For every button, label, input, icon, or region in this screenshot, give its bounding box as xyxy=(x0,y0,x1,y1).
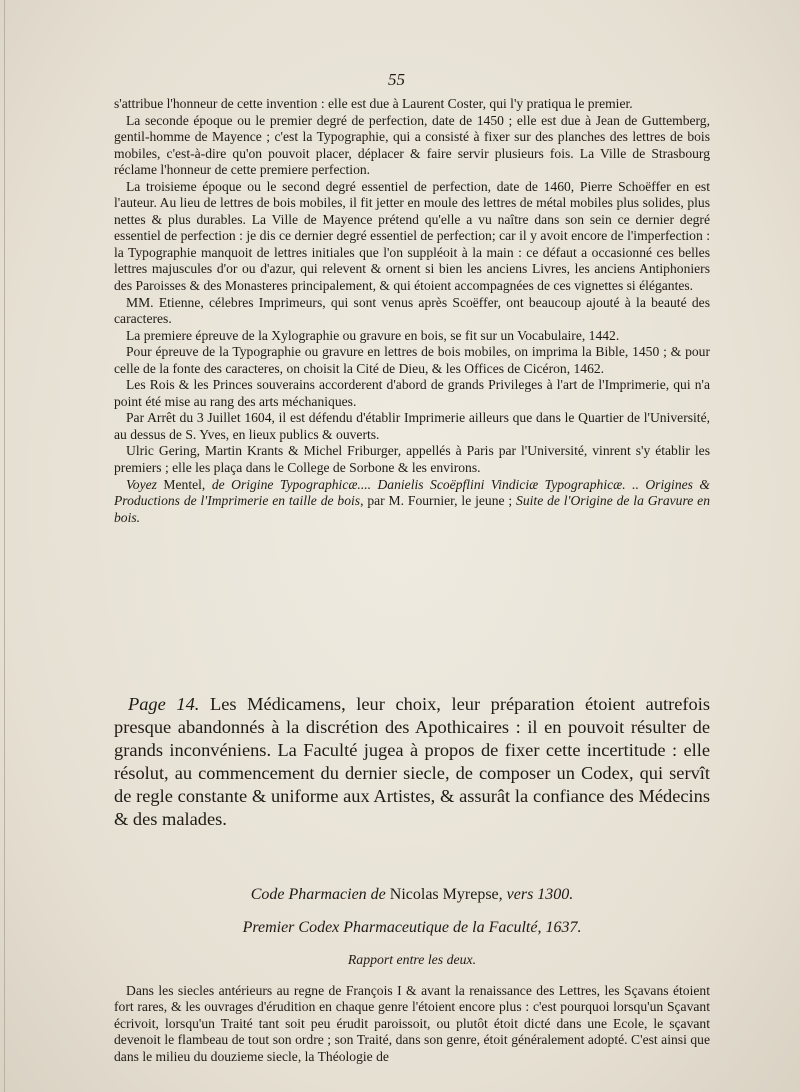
text-run: Pour épreuve de la Typographie ou gravure en lettres de bois mobiles, on imprima la Bible, 1450 ; & pour celle de la fonte des caracteres, on choisit la Cité de Dieu, & les Offices de Cicéron, 1462. xyxy=(114,344,710,376)
paragraph-p4 xyxy=(114,328,710,345)
heading-rapport xyxy=(114,952,710,968)
page-edge xyxy=(4,0,5,1092)
paragraph-p5 xyxy=(114,344,710,377)
text-run: de Origine Typographicæ.... Danielis Scoëpflini Vindiciæ Typographicæ. .. Origines & Productions de l'Imprimerie en taille de bois xyxy=(114,476,710,509)
page-reference: Page 14. xyxy=(128,694,200,714)
text-run: La troisieme époque ou le second degré essentiel de perfection, date de 1460, Pierre Schoëffer en est l'auteur. Au lieu de lettres de bois mobiles, il fit jetter en moule des lettres de métal mobiles plus solides, plus nettes & plus durables. La Ville de Mayence prétend qu'elle a vu naître dans son sein ce dernier degré essentiel de perfection : je dis ce dernier degré essentiel de perfection; car il y avoit encore de l'imperfection : la Typographie manquoit de lettres initiales que l'on suppléoit à la main : ce défaut a occasionné ces belles lettres majuscules d'or ou d'azur, qui relevent & ornent si bien les anciens Livres, les anciens Antiphoniers des Paroisses & des Monasteres principalement, & qui étoient accompagnées de ces vignettes si élégantes. xyxy=(114,178,710,294)
paragraph-p8 xyxy=(114,443,710,476)
text-run: La seconde époque ou le premier degré de perfection, date de 1450 ; elle est due à Jean de Guttemberg, gentil-homme de Mayence ; c'est la Typographie, qui a consisté à fixer sur des planches des lettres de bois mobiles, c'est-à-dire qu'on pouvoit placer, déplacer & faire servir plusieurs fois. La Ville de Strasbourg réclame l'honneur de cette premiere perfection. xyxy=(114,112,710,178)
text-run: Ulric Gering, Martin Krants & Michel Friburger, appellés à Paris par l'Université, vinrent s'y établir les premiers ; elle les plaça dans le College de Sorbone & les environs. xyxy=(114,443,710,476)
text-run: , par M. Fournier, le jeune ; xyxy=(360,493,517,509)
large-paragraph xyxy=(114,693,710,831)
paragraph-p0 xyxy=(114,96,710,113)
page-number: 55 xyxy=(388,70,405,89)
text-run: MM. Etienne, célebres Imprimeurs, qui sont venus après Scoëffer, ont beaucoup ajouté à la beauté des caracteres. xyxy=(114,294,710,327)
heading-run: Code Pharmacien de xyxy=(250,886,390,903)
paragraph-p6 xyxy=(114,377,710,410)
paragraph-p1 xyxy=(114,113,710,179)
text-run: Suite de l'Origine de la Gravure en bois. xyxy=(114,493,710,525)
text-run: Mentel, xyxy=(156,476,212,492)
large-paragraph-text: Les Médicamens, leur choix, leur préparation étoient autrefois presque abandonnés à la discrétion des Apothicaires : il en pouvoit résulter de grands inconvéniens. La Faculté jugea à propos de fixer cette incertitude : elle résolut, au commencement du dernier siecle, de composer un Codex, qui servît de regle constante & uniforme aux Artistes, & assurât la confiance des Médecins & des malades. xyxy=(114,694,710,829)
heading-run: Premier Codex Pharmaceutique de la Faculté, 1637. xyxy=(242,919,582,936)
heading-run: Rapport entre les deux. xyxy=(347,952,477,967)
text-run: s'attribue l'honneur de cette invention : elle est due à Laurent Coster, qui l'y pratiqua le premier. xyxy=(114,96,633,111)
heading-code-pharmacien xyxy=(114,886,710,904)
text-run: Voyez xyxy=(126,476,157,492)
heading-premier-codex xyxy=(114,919,710,937)
paragraph-p2 xyxy=(114,179,710,295)
text-run: Les Rois & les Princes souverains accorderent d'abord de grands Privileges à l'art de l'Imprimerie, qui n'a point été mise au rang des arts méchaniques. xyxy=(114,377,710,409)
paragraph-p9 xyxy=(114,477,710,527)
heading-run: Nicolas Myrepse xyxy=(389,886,499,903)
tail-paragraph: Dans les siecles antérieurs au regne de François I & avant la renaissance des Lettres, les Sçavans étoient fort rares, & les ouvrages d'érudition en chaque genre l'étoient encore plus : c'est pourquoi lorsqu'un Sçavant écrivoit, lorsqu'un Traité tant soit peu érudit paroissoit, ou plutôt étoit dicté dans une Ecole, le sçavant devenoit le flambeau de tout son ordre ; son Traité, dans son genre, étoit généralement adopté. C'est ainsi que dans le milieu du douzieme siecle, la Théologie de xyxy=(114,983,710,1064)
text-run: Par Arrêt du 3 Juillet 1604, il est défendu d'établir Imprimerie ailleurs que dans le Quartier de l'Université, au dessus de S. Yves, en lieux publics & ouverts. xyxy=(114,410,710,442)
text-run: La premiere épreuve de la Xylographie ou gravure en bois, se fit sur un Vocabulaire, 1442. xyxy=(126,327,620,343)
paragraph-p3 xyxy=(114,295,710,328)
tail-paragraph-block xyxy=(114,983,710,1065)
small-text-block xyxy=(114,96,710,526)
heading-run: , vers 1300. xyxy=(498,886,574,903)
paragraph-p7 xyxy=(114,410,710,443)
